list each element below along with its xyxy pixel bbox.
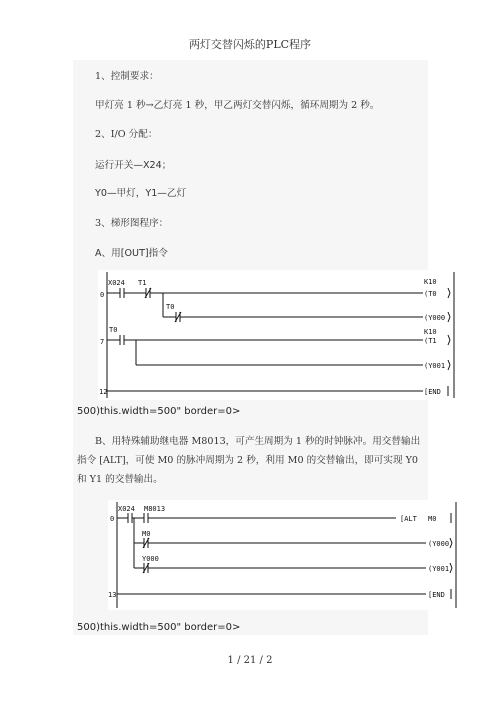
step-13-label-b: 13 (108, 591, 117, 599)
section-3-heading: 3、梯形图程序： (95, 218, 169, 229)
contact-x024-label-b: X024 (118, 505, 135, 513)
contact-m0-label: M0 (142, 530, 151, 538)
end-instruction-b: [END (428, 591, 445, 599)
document-title: 两灯交替闪烁的PLC程序 (188, 38, 312, 51)
method-a-label: A、用[OUT]指令 (95, 248, 168, 259)
coil-y001: (Y001 (424, 362, 446, 370)
contact-m8013-label: M8013 (144, 505, 166, 513)
io-lamp-line: Y0—甲灯，Y1—乙灯 (95, 188, 187, 199)
coil-t1: (T1 (424, 337, 437, 345)
ladder-diagram-b (108, 500, 460, 610)
section-1-body: 甲灯亮 1 秒→乙灯亮 1 秒，甲乙两灯交替闪烁，循环周期为 2 秒。 (95, 100, 380, 111)
contact-y000-label: Y000 (142, 555, 159, 563)
step-0-label-b: 0 (110, 515, 115, 523)
step-7-label: 7 (100, 338, 105, 346)
broken-image-text-1: 500)this.width=500" border=0> (77, 406, 241, 417)
coil-y000-b: (Y000 (428, 540, 450, 548)
method-b-paragraph: B、用特殊辅助继电器 M8013，可产生周期为 1 秒的时钟脉冲。用交替输出指令 [ALT]，可使 M0 的脉冲周期为 2 秒，利用 M0 的交替输出，即可实现 Y0 和 Y1 的交替输出。 (77, 436, 421, 485)
io-switch-line: 运行开关—X24； (95, 160, 172, 171)
contact-t0-nc-label: T0 (166, 303, 175, 311)
step-12-label: 12 (99, 388, 108, 396)
timer-t1-preset: K10 (424, 328, 437, 336)
broken-image-text-2: 500)this.width=500" border=0> (77, 622, 241, 633)
section-1-heading: 1、控制要求： (95, 71, 159, 82)
contact-t1-label: T1 (138, 279, 147, 287)
alt-operand-m0: M0 (428, 515, 437, 523)
step-0-label: 0 (100, 291, 105, 299)
ladder-diagram-a (98, 270, 462, 400)
page-number: 1 / 21 / 2 (227, 655, 273, 666)
timer-t0-preset: K10 (424, 278, 437, 286)
end-instruction: [END (424, 388, 441, 396)
alt-instruction: [ALT (400, 515, 417, 523)
coil-y000: (Y000 (424, 314, 446, 322)
section-2-heading: 2、I/O 分配： (95, 129, 158, 140)
coil-t0: (T0 (424, 290, 437, 298)
contact-x024-label: X024 (108, 279, 125, 287)
coil-y001-b: (Y001 (428, 565, 450, 573)
contact-t0-no-label: T0 (109, 326, 118, 334)
